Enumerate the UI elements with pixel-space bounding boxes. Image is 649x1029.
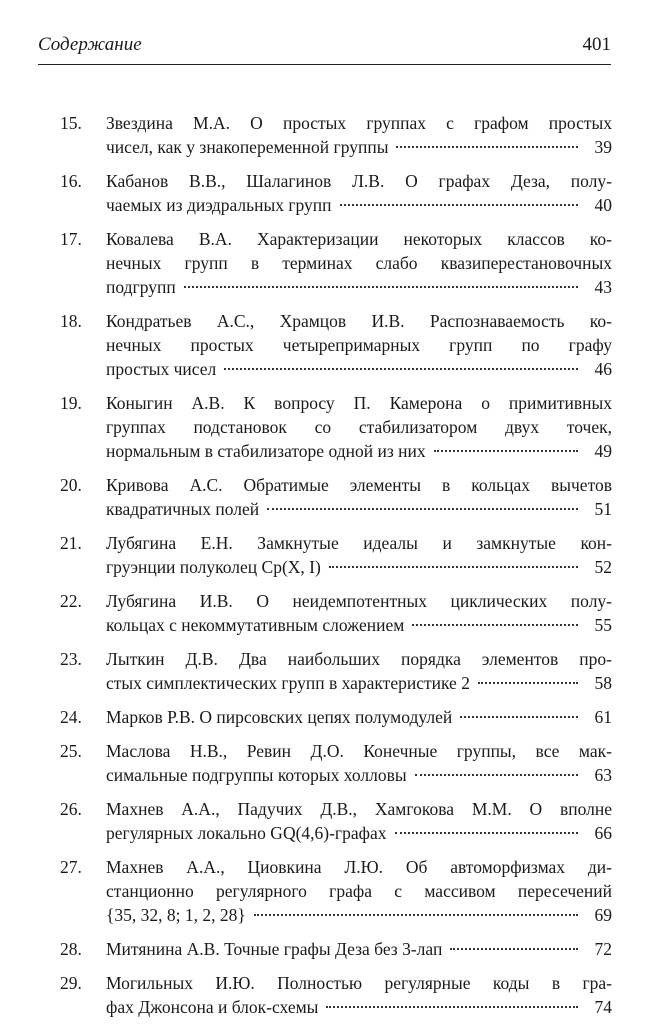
entry-page-number: 51 [594, 499, 612, 519]
entry-title [106, 739, 612, 787]
toc-entry[interactable] [60, 227, 612, 299]
entry-last-line [106, 357, 612, 381]
entry-title-line: Кривова А.С. Обратимые элементы в кольцах вычетов [106, 475, 612, 495]
entry-title-line: чаемых из диэдральных групп [106, 195, 332, 215]
entry-page-number: 72 [594, 939, 612, 959]
entry-title-line: Кабанов В.В., Шалагинов Л.В. О графах Деза, полу- [106, 171, 612, 191]
toc-entry[interactable] [60, 739, 612, 787]
entry-title [106, 227, 612, 299]
header-page-number: 401 [582, 34, 611, 55]
entry-page-number: 39 [594, 137, 612, 157]
entry-title-line: фах Джонсона и блок-схемы [106, 997, 319, 1017]
entry-number: 25. [60, 741, 82, 761]
entry-last-line [106, 995, 612, 1019]
entry-title-line: подгрупп [106, 277, 176, 297]
entry-last-line [106, 821, 612, 845]
entry-title-line: чисел, как у знакопеременной группы [106, 137, 389, 157]
entry-title-line: нормальным в стабилизаторе одной из них [106, 441, 426, 461]
toc-entry[interactable] [60, 589, 612, 637]
toc-entry[interactable] [60, 473, 612, 521]
entry-page-number: 58 [594, 673, 612, 693]
entry-title-line: станционно регулярного графа с массивом пересечений [106, 881, 612, 901]
entry-last-line [106, 193, 612, 217]
entry-last-line [106, 613, 612, 637]
entry-title-line: Маслова Н.В., Ревин Д.О. Конечные группы, все мак- [106, 741, 612, 761]
entry-last-line [106, 497, 612, 521]
dot-leader [329, 566, 578, 568]
entry-title [106, 111, 612, 159]
entry-title [106, 531, 612, 579]
entry-number: 27. [60, 857, 82, 877]
entry-page-number: 74 [594, 997, 612, 1017]
dot-leader [478, 682, 578, 684]
entry-title-line: Махнев А.А., Циовкина Л.Ю. Об автоморфизмах ди- [106, 857, 612, 877]
entry-last-line [106, 275, 612, 299]
dot-leader [412, 624, 578, 626]
entry-title [106, 705, 612, 729]
dot-leader [460, 716, 578, 718]
entry-title [106, 855, 612, 927]
entry-title-line: кольцах с некоммутативным сложением [106, 615, 405, 635]
dot-leader [340, 204, 578, 206]
entry-number: 23. [60, 649, 82, 669]
toc-entry[interactable] [60, 531, 612, 579]
entry-number: 26. [60, 799, 82, 819]
entry-number: 15. [60, 113, 82, 133]
entry-number: 18. [60, 311, 82, 331]
toc-entry[interactable] [60, 937, 612, 961]
entry-title [106, 473, 612, 521]
entry-last-line [106, 671, 612, 695]
toc-entry[interactable] [60, 855, 612, 927]
entry-title-line: простых чисел [106, 359, 217, 379]
entry-title-line: нечных простых четырепримарных групп по графу [106, 335, 612, 355]
toc-entries [60, 111, 612, 1029]
entry-last-line [106, 705, 612, 729]
entry-page-number: 55 [594, 615, 612, 635]
toc-entry[interactable] [60, 309, 612, 381]
entry-last-line [106, 903, 612, 927]
entry-title-line: квадратичных полей [106, 499, 260, 519]
entry-title [106, 647, 612, 695]
entry-title [106, 309, 612, 381]
entry-number: 19. [60, 393, 82, 413]
entry-number: 28. [60, 939, 82, 959]
entry-title-line: Могильных И.Ю. Полностью регулярные коды в гра- [106, 973, 612, 993]
entry-title-line: {35, 32, 8; 1, 2, 28} [106, 905, 246, 925]
entry-title [106, 589, 612, 637]
entry-number: 22. [60, 591, 82, 611]
entry-number: 20. [60, 475, 82, 495]
toc-entry[interactable] [60, 797, 612, 845]
entry-number: 21. [60, 533, 82, 553]
entry-last-line [106, 937, 612, 961]
dot-leader [254, 914, 578, 916]
entry-title-line: Коныгин А.В. К вопросу П. Камерона о примитивных [106, 393, 612, 413]
toc-entry[interactable] [60, 391, 612, 463]
entry-title-line: Митянина А.В. Точные графы Деза без 3-лап [106, 939, 443, 959]
running-header [38, 34, 611, 65]
entry-title-line: Кондратьев А.С., Храмцов И.В. Распознаваемость ко- [106, 311, 612, 331]
toc-entry[interactable] [60, 647, 612, 695]
entry-title-line: Звездина М.А. О простых группах с графом простых [106, 113, 612, 133]
entry-page-number: 69 [594, 905, 612, 925]
entry-title-line: стых симплектических групп в характеристике 2 [106, 673, 470, 693]
entry-title-line: Лубягина И.В. О неидемпотентных циклических полу- [106, 591, 612, 611]
dot-leader [434, 450, 578, 452]
entry-title [106, 937, 612, 961]
entry-title [106, 797, 612, 845]
dot-leader [395, 832, 579, 834]
dot-leader [184, 286, 578, 288]
entry-title-line: регулярных локально GQ(4,6)-графах [106, 823, 387, 843]
entry-last-line [106, 555, 612, 579]
entry-page-number: 52 [594, 557, 612, 577]
entry-last-line [106, 135, 612, 159]
entry-last-line [106, 763, 612, 787]
entry-number: 29. [60, 973, 82, 993]
entry-title-line: груэнции полуколец Cp(X, I) [106, 557, 321, 577]
dot-leader [224, 368, 578, 370]
entry-page-number: 43 [594, 277, 612, 297]
entry-page-number: 63 [594, 765, 612, 785]
entry-title-line: Ковалева В.А. Характеризации некоторых классов ко- [106, 229, 612, 249]
entry-title-line: Лубягина Е.Н. Замкнутые идеалы и замкнутые кон- [106, 533, 612, 553]
entry-page-number: 61 [594, 707, 612, 727]
dot-leader [396, 146, 578, 148]
entry-page-number: 66 [594, 823, 612, 843]
header-title: Содержание [38, 34, 142, 55]
entry-title [106, 391, 612, 463]
entry-number: 16. [60, 171, 82, 191]
entry-title [106, 169, 612, 217]
entry-number: 24. [60, 707, 82, 727]
entry-title-line: Марков Р.В. О пирсовских цепях полумодулей [106, 707, 453, 727]
dot-leader [326, 1006, 578, 1008]
entry-title-line: группах подстановок со стабилизатором двух точек, [106, 417, 612, 437]
entry-page-number: 46 [594, 359, 612, 379]
entry-page-number: 40 [594, 195, 612, 215]
entry-number: 17. [60, 229, 82, 249]
entry-last-line [106, 439, 612, 463]
entry-page-number: 49 [594, 441, 612, 461]
dot-leader [415, 774, 578, 776]
entry-title-line: нечных групп в терминах слабо квазиперестановочных [106, 253, 612, 273]
dot-leader [267, 508, 578, 510]
entry-title-line: симальные подгруппы которых холловы [106, 765, 407, 785]
toc-entry[interactable] [60, 971, 612, 1019]
entry-title-line: Махнев А.А., Падучих Д.В., Хамгокова М.М. О вполне [106, 799, 612, 819]
entry-title-line: Лыткин Д.В. Два наибольших порядка элементов про- [106, 649, 612, 669]
toc-entry[interactable] [60, 705, 612, 729]
dot-leader [450, 948, 578, 950]
entry-title [106, 971, 612, 1019]
toc-entry[interactable] [60, 169, 612, 217]
toc-entry[interactable] [60, 111, 612, 159]
